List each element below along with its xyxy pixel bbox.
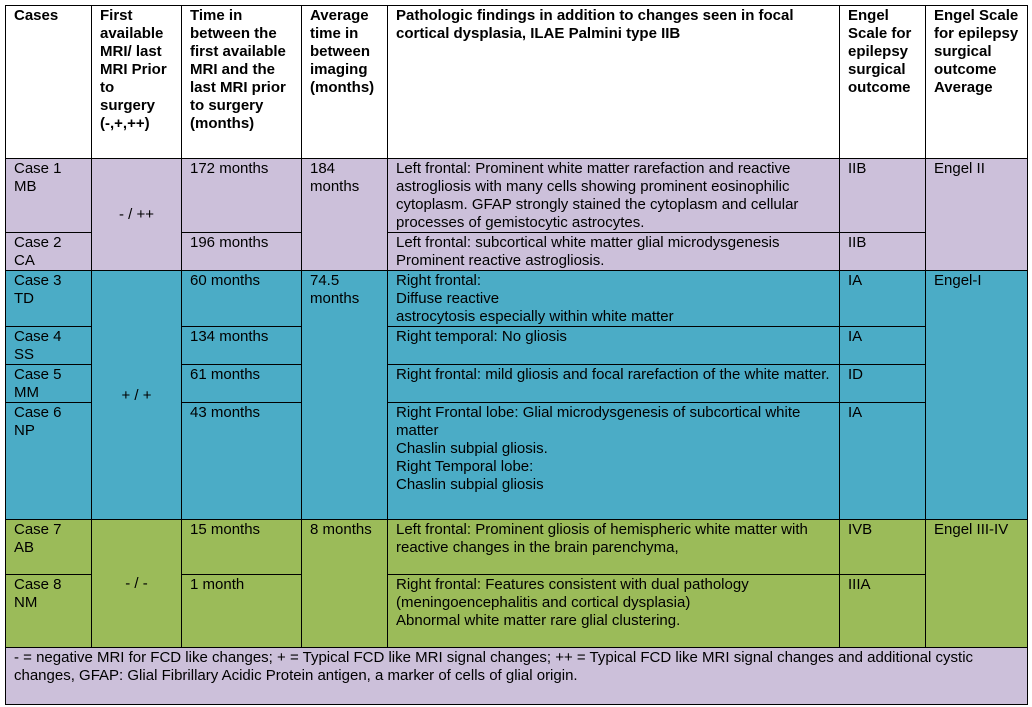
time-cell: 134 months bbox=[182, 327, 302, 365]
mri-cell: - / - bbox=[92, 520, 182, 648]
average-time-cell: 184 months bbox=[302, 159, 388, 271]
time-cell: 60 months bbox=[182, 271, 302, 327]
case-cell: Case 7 AB bbox=[6, 520, 92, 575]
header-cases: Cases bbox=[6, 6, 92, 159]
engel-cell: IIIA bbox=[840, 575, 926, 648]
average-time-cell: 8 months bbox=[302, 520, 388, 648]
engel-cell: IA bbox=[840, 271, 926, 327]
average-time-cell: 74.5 months bbox=[302, 271, 388, 520]
case-cell: Case 6 NP bbox=[6, 403, 92, 520]
table-row bbox=[6, 159, 1028, 233]
mri-cell: + / + bbox=[92, 271, 182, 520]
engel-average-cell: Engel-I bbox=[926, 271, 1028, 520]
fcd-cases-table bbox=[5, 5, 1028, 705]
engel-cell: ID bbox=[840, 365, 926, 403]
header-average-time: Average time in between imaging (months) bbox=[302, 6, 388, 159]
table-wrapper bbox=[5, 5, 1028, 705]
findings-cell: Left frontal: subcortical white matter glial microdysgenesis Prominent reactive astrogliosis. bbox=[388, 233, 840, 271]
engel-average-cell: Engel II bbox=[926, 159, 1028, 271]
time-cell: 196 months bbox=[182, 233, 302, 271]
findings-cell: Left frontal: Prominent white matter rarefaction and reactive astrogliosis with many cells showing prominent eosinophilic cytoplasm. GFAP strongly stained the cytoplasm and cellular processes of gemistocytic astrocytes. bbox=[388, 159, 840, 233]
case-cell: Case 4 SS bbox=[6, 327, 92, 365]
time-cell: 15 months bbox=[182, 520, 302, 575]
footnote-row bbox=[6, 648, 1028, 705]
header-engel-average: Engel Scale for epilepsy surgical outcome Average bbox=[926, 6, 1028, 159]
time-cell: 61 months bbox=[182, 365, 302, 403]
header-time-between: Time in between the first available MRI and the last MRI prior to surgery (months) bbox=[182, 6, 302, 159]
case-cell: Case 8 NM bbox=[6, 575, 92, 648]
time-cell: 43 months bbox=[182, 403, 302, 520]
engel-cell: IVB bbox=[840, 520, 926, 575]
header-row bbox=[6, 6, 1028, 159]
footnote: - = negative MRI for FCD like changes; + = Typical FCD like MRI signal changes; ++ = Typical FCD like MRI signal changes and additional cystic changes, GFAP: Glial Fibrillary Acidic Protein antigen, a marker of cells of glial origin. bbox=[6, 648, 1028, 705]
time-cell: 1 month bbox=[182, 575, 302, 648]
header-pathologic-findings: Pathologic findings in addition to changes seen in focal cortical dysplasia, ILAE Palmini type IIB bbox=[388, 6, 840, 159]
findings-cell: Left frontal: Prominent gliosis of hemispheric white matter with reactive changes in the brain parenchyma, bbox=[388, 520, 840, 575]
engel-cell: IIB bbox=[840, 233, 926, 271]
case-cell: Case 5 MM bbox=[6, 365, 92, 403]
findings-cell: Right temporal: No gliosis bbox=[388, 327, 840, 365]
header-engel-scale: Engel Scale for epilepsy surgical outcome bbox=[840, 6, 926, 159]
findings-cell: Right Frontal lobe: Glial microdysgenesis of subcortical white matter Chaslin subpial gliosis. Right Temporal lobe: Chaslin subpial gliosis bbox=[388, 403, 840, 520]
table-row bbox=[6, 271, 1028, 327]
case-cell: Case 3 TD bbox=[6, 271, 92, 327]
table-row bbox=[6, 520, 1028, 575]
engel-cell: IIB bbox=[840, 159, 926, 233]
engel-average-cell: Engel III-IV bbox=[926, 520, 1028, 648]
case-cell: Case 1 MB bbox=[6, 159, 92, 233]
engel-cell: IA bbox=[840, 327, 926, 365]
findings-cell: Right frontal: Features consistent with dual pathology (meningoencephalitis and cortical dysplasia) Abnormal white matter rare glial clustering. bbox=[388, 575, 840, 648]
mri-cell: - / ++ bbox=[92, 159, 182, 271]
findings-cell: Right frontal: Diffuse reactive astrocytosis especially within white matter bbox=[388, 271, 840, 327]
case-cell: Case 2 CA bbox=[6, 233, 92, 271]
findings-cell: Right frontal: mild gliosis and focal rarefaction of the white matter. bbox=[388, 365, 840, 403]
time-cell: 172 months bbox=[182, 159, 302, 233]
engel-cell: IA bbox=[840, 403, 926, 520]
header-first-last-mri: First available MRI/ last MRI Prior to surgery (-,+,++) bbox=[92, 6, 182, 159]
